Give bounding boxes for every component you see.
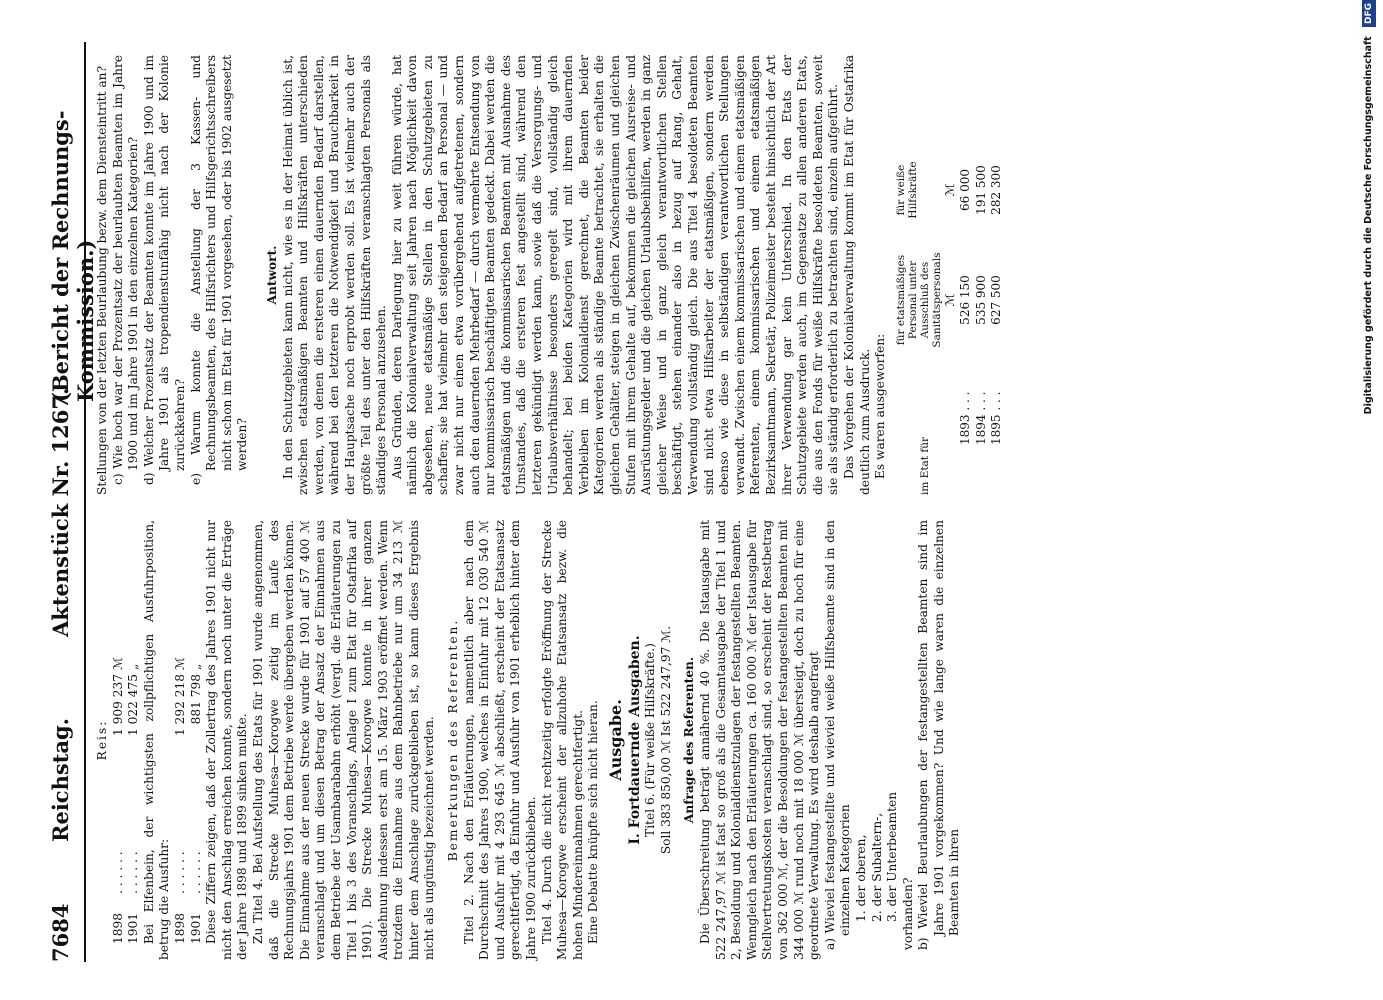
elfenbein-value: 881 798	[188, 674, 203, 725]
header-document-number: Aktenstück Nr. 1267.	[48, 387, 73, 637]
question-a: a) Wieviel festangestellte und wieviel weiße Hilfsbeamte sind in den einzelnen Kategorien	[822, 520, 853, 950]
question-b: b) Wieviel Beurlaubungen der festangestellten Beamten sind im Jahre 1901 vorgekommen? Und wie lange waren die einzelnen Beamten in ihren	[916, 520, 962, 950]
elfenbein-unit: „	[188, 663, 203, 670]
heading-anfrage: Anfrage des Referenten.	[682, 656, 697, 824]
paragraph-stellungen: Stellungen von der letzten Beurlaubung bezw. dem Diensteintritt an?	[95, 65, 109, 495]
question-a-item-2: 2. der Subaltern-,	[869, 812, 884, 922]
elfenbein-year: 1898	[172, 912, 187, 944]
reis-row	[111, 520, 127, 960]
reis-year: 1901	[126, 912, 141, 944]
elfenbein-unit: ℳ	[172, 656, 187, 670]
funding-text: Digitalisierung gefördert durch die Deutsche Forschungsgemeinschaft	[1363, 36, 1374, 415]
reis-unit: „	[126, 663, 141, 670]
heading-ausgabe: Ausgabe.	[606, 699, 625, 781]
leader-dots: . . . . . .	[110, 851, 125, 894]
table-cell-value: 627 500	[989, 275, 1004, 325]
question-a-item-3: 3. der Unterbeamten	[885, 791, 900, 922]
etat-table-unit: ℳ	[942, 293, 957, 307]
leader-dots: . . . . . .	[126, 851, 141, 894]
paragraph-debatte: Eine Debatte knüpfte sich nicht hieran.	[586, 700, 601, 944]
heading-fortdauernde: I. Fortdauernde Ausgaben.	[626, 635, 643, 845]
table-row	[958, 55, 974, 495]
paragraph-antwort-4: Es waren ausgeworfen:	[873, 333, 888, 479]
table-row	[974, 55, 990, 495]
question-d: d) Welcher Prozentsatz der Beamten konnte im Jahre 1900 und im Jahre 1901 als tropendienstunfähig nicht nach der Kolonie zurückkehren?	[141, 55, 187, 485]
table-cell-year: 1895 . . .	[989, 391, 1004, 445]
elfenbein-row	[189, 520, 205, 960]
right-column	[95, 55, 1005, 495]
leader-dots: . . . . . .	[172, 851, 187, 894]
question-a-item-1: 1. der oberen,	[853, 834, 868, 922]
table-cell-value: 535 900	[973, 275, 988, 325]
etat-table-head-label: im Etat für	[918, 436, 931, 495]
page-header	[42, 42, 98, 962]
question-c: c) Wie hoch war der Prozentsatz der beurlaubten Beamten im Jahre 1900 und im Jahre 1901 in den einzelnen Kategorien?	[110, 55, 141, 485]
paragraph-antwort-2: Aus Gründen, deren Darlegung hier zu weit führen würde, hat nämlich die Kolonialverwaltung seit Jahren nach Möglichkeit davon abgesehen, neue etatsmäßige Stellen in den Schutzgebieten zu schaffen; sie hat vielmehr den steigenden Bedarf an Personal — und zwar nicht nur einen etwa vorübergehend aufgetretenen, sondern auch den dauernden Mehrbedarf — durch vermehrte Entsendung von nur kommissarisch beschäftigten Beamten gedeckt. Dabei werden die etatsmäßigen und die kommissarischen Beamten mit Ausnahme des Umstandes, daß die ersteren fest angestellt sind, während den letzteren gekündigt werden kann, sowie daß die Versorgungs- und Urlaubsverhältnisse besonders geregelt sind, vollständig gleich behandelt; bei beiden Kategorien wird mit ihrem dauernden Verbleiben im Kolonialdienst gerechnet, die Beamten beider Kategorien werden als ständige Beamte betrachtet, sie erhalten die gleichen Gehälter, steigen in gleichen Zwischenräumen und gleichen Stufen mit ihrem Gehalte auf, bekommen die gleichen Ausreise- und Ausrüstungsgelder und die gleichen Urlaubsbeihilfen, werden in ganz gleicher Weise und in ganz gleich verantwortlichen Stellen beschäftigt, stehen einander also in bezug auf Rang, Gehalt, Verwendung vollständig gleich. Die aus Titel 4 besoldeten Beamten sind nicht etwa Hilfsarbeiter der etatsmäßigen, sondern werden ebenso wie diese in selbständigen verantwortlichen Stellungen verwandt. Zwischen einem kommissarischen und einem etatsmäßigen Referenten, einem kommissarischen und einem etatsmäßigen Bezirksamtmann, Sekretär, Polizeimeister besteht hinsichtlich der Art ihrer Verwendung gar kein Unterschied. In den Etats der Schutzgebiete werden auch, im Gegensatze zu allen anderen Etats, die aus den Fonds für weiße Hilfskräfte besoldeten Beamten, soweit sie als ständig erforderlich zu betrachten sind, einzeln aufgeführt.	[389, 55, 841, 495]
etat-table-header	[895, 55, 943, 495]
question-e: e) Warum konnte die Anstellung der 3 Kassen- und Rechnungsbeamten, des Hilfsrichters und Hilfsgerichtsschreibers nicht schon im Etat für 1901 vorgesehen, oder bis 1902 ausgesetzt werden?	[188, 55, 250, 485]
table-cell-value: 526 150	[958, 275, 973, 325]
reis-value: 1 022 475	[126, 674, 141, 737]
reis-row	[126, 520, 142, 960]
paragraph-ueberschreitung: Die Überschreitung beträgt annähernd 40 %. Die Istausgabe mit 522 247,97 ℳ ist fast so groß als die Gesamtausgabe der Titel 1 und 2, Besoldung und Kolonialdienstzulagen der festangestellten Beamten. Wenngleich nach den Erläuterungen ca. 160 000 ℳ der Istausgabe für Stellvertretungskosten veranschlagt sind, so erscheint der Restbetrag von 362 000 ℳ, der die Besoldungen der festangestellten Beamten mit 344 000 ℳ rund noch mit 18 000 ℳ übersteigt, doch zu hoch für eine geordnete Verwaltung. Es wird deshalb angefragt	[697, 520, 822, 960]
paragraph-elfenbein: Bei Elfenbein, der wichtigsten zollpflichtigen Ausfuhrposition, betrug die Ausfuhr:	[141, 520, 172, 960]
paragraph-titel-2: Titel 2. Nach den Erläuterungen, namentlich aber nach dem Durchschnitt des Jahres 1900, welches in Einfuhr mit 12 030 540 ℳ und Ausfuhr mit 4 293 645 ℳ abschließt, erscheint der Etatsansatz gerechtfertigt, da Einfuhr und Ausfuhr von 1901 erheblich hinter dem Jahre 1900 zurückblieben.	[461, 520, 539, 960]
digitization-note	[1358, 0, 1383, 1000]
left-column	[95, 520, 963, 960]
digitization-note-text	[1358, 0, 1380, 1000]
heading-titel-6: Titel 6. (Für weiße Hilfskräfte.)	[643, 643, 658, 837]
paragraph-antwort-3: Das Vorgehen der Kolonialverwaltung kommt im Etat für Ostafrika deutlich zum Ausdruck.	[841, 55, 872, 495]
reis-unit: ℳ	[110, 656, 125, 670]
table-cell-value: 282 300	[989, 165, 1004, 215]
table-cell-year: 1893 . . .	[958, 391, 973, 445]
etat-table	[895, 55, 1005, 495]
page-number: 7684	[48, 903, 73, 962]
heading-antwort: Antwort.	[264, 245, 279, 305]
reis-year: 1898	[110, 912, 125, 944]
dfg-logo: DFG	[1362, 0, 1376, 27]
paragraph-titel-4b: Titel 4. Durch die nicht rechtzeitig erfolgte Eröffnung der Strecke Muhesa—Korogwe erscheint der allzuhohe Etatsansatz bezw. die hohen Mindereinnahmen gerechtfertigt.	[539, 520, 585, 960]
heading-bemerkungen: Bemerkungen des Referenten.	[446, 618, 461, 862]
etat-table-col1-head: für etatsmäßiges Personal unter Ausschluß des Sanitätspersonals	[894, 252, 943, 348]
elfenbein-value: 1 292 218	[172, 674, 187, 737]
table-cell-value: 191 500	[973, 165, 988, 215]
reis-heading: Reis:	[95, 719, 109, 761]
soll-ist-line: Soll 383 850,00 ℳ Ist 522 247,97 ℳ.	[658, 625, 673, 855]
question-a-end: vorhanden?	[900, 877, 915, 950]
paragraph-ziffern: Diese Ziffern zeigen, daß der Zollertrag des Jahres 1901 nicht nur nicht den Anschlag erreichen konnte, sondern noch unter die Erträge der Jahre 1898 und 1899 sinken mußte.	[204, 520, 250, 960]
paragraph-titel-4: Zu Titel 4. Bei Aufstellung des Etats für 1901 wurde angenommen, daß die Strecke Muhesa—Korogwe zeitig im Laufe des Rechnungsjahrs 1901 dem Betriebe werde übergeben werden können. Die Einnahme aus der neuen Strecke wurde für 1901 auf 57 400 ℳ veranschlagt und um diesen Betrag der Ansatz der Einnahmen aus dem Betriebe der Usambarabahn erhöht (vergl. die Erläuterungen zu Titel 1 bis 3 des Voranschlags, Anlage I zum Etat für Ostafrika auf 1901). Die Strecke Muhesa—Korogwe konnte in ihrer ganzen Ausdehnung indessen erst am 15. März 1903 eröffnet werden. Wenn trotzdem die Einnahme aus dem Bahnbetriebe nur um 34 213 ℳ hinter dem Anschlage zurückgeblieben ist, so kann dieses Ergebnis nicht als ungünstig bezeichnet werden.	[250, 520, 437, 960]
header-report-title: (Bericht der Rechnungs-Kommission.)	[48, 110, 98, 402]
table-cell-value: 66 000	[958, 169, 973, 211]
leader-dots: . . . . . .	[188, 851, 203, 894]
header-left-title: Reichstag.	[48, 718, 73, 842]
etat-table-unit-row	[943, 55, 959, 495]
table-cell-year: 1894 . . .	[973, 391, 988, 445]
elfenbein-row	[173, 520, 189, 960]
header-rule	[84, 42, 86, 962]
etat-table-unit: ℳ	[942, 183, 957, 197]
elfenbein-year: 1901	[188, 912, 203, 944]
paragraph-antwort-1: In den Schutzgebieten kann nicht, wie es in der Heimat üblich ist, zwischen etatsmäßigen Beamten und Hilfskräften unterschieden werden, von denen die ersteren einen dauernden Bedarf darstellen, während bei den letzteren die Notwendigkeit und Brauchbarkeit in der Hauptsache noch erprobt werden soll. Es ist vielmehr auch der größte Teil des unter den Hilfskräften veranschlagten Personals als ständiges Personal anzusehen.	[280, 55, 389, 495]
table-row	[989, 55, 1005, 495]
reis-value: 1 909 237	[110, 674, 125, 737]
etat-table-col2-head: für weiße Hilfskräfte	[894, 161, 919, 219]
